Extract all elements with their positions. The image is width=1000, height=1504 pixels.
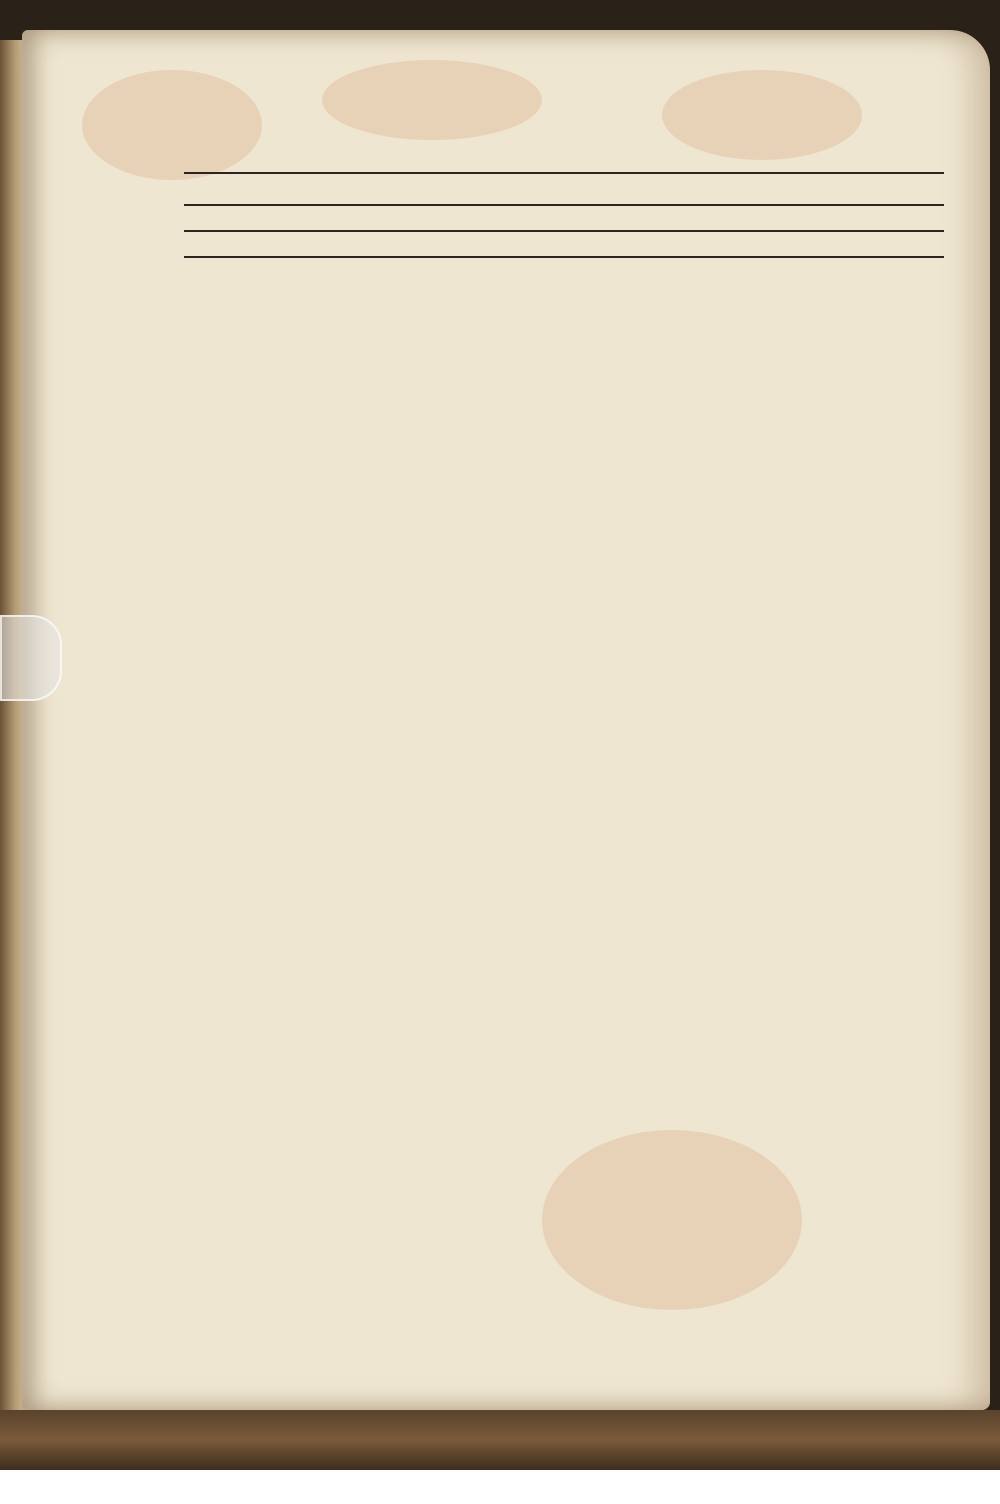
header-row-planets (184, 176, 944, 206)
book-cover (0, 1410, 1000, 1470)
year (184, 146, 264, 174)
header-row-units (184, 232, 944, 258)
month-title (184, 176, 344, 204)
header-row-top (184, 146, 944, 174)
footer-bar (0, 1470, 1000, 1504)
header-row-signs (184, 206, 944, 232)
page-clip (0, 615, 62, 701)
